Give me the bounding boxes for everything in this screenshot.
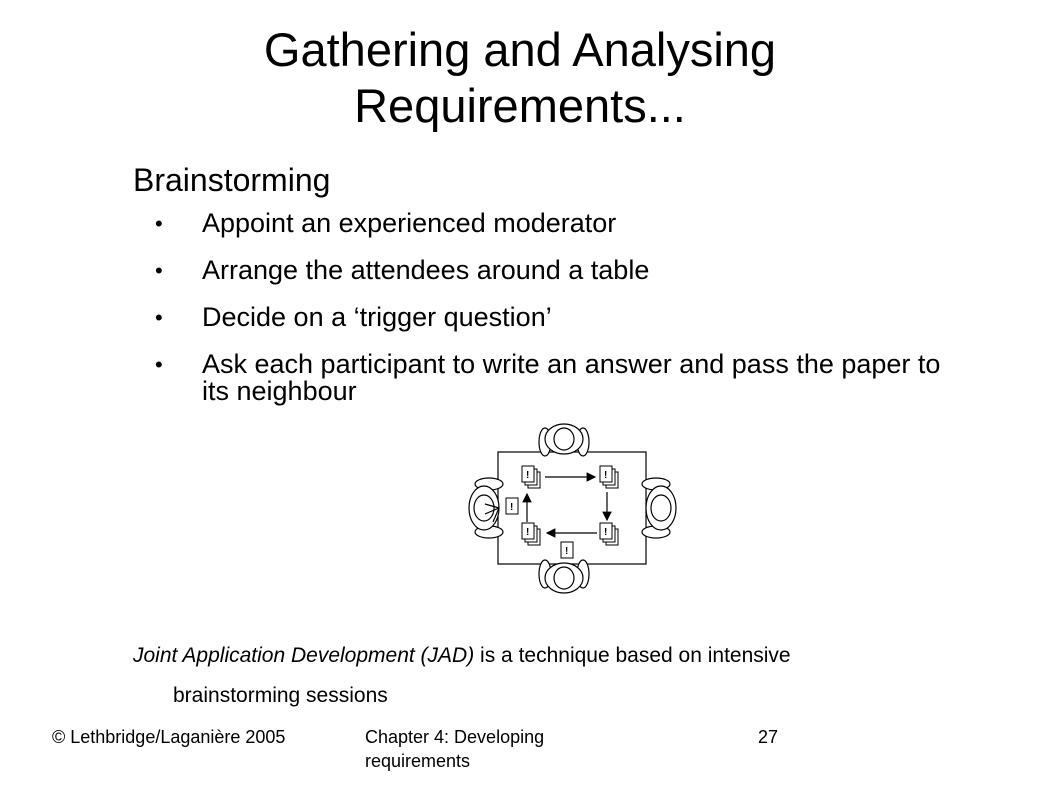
bullet-list bbox=[155, 210, 945, 425]
paper-stack-icon bbox=[561, 542, 573, 558]
bullet-dot: • bbox=[155, 305, 163, 330]
bullet-text: Arrange the attendees around a table bbox=[202, 255, 650, 285]
jad-description-line-2: brainstorming sessions bbox=[173, 684, 388, 707]
slide-subtitle: Brainstorming bbox=[133, 162, 331, 198]
paper-mark: ! bbox=[604, 527, 608, 538]
bullet-item bbox=[155, 210, 945, 237]
person-icon bbox=[539, 560, 589, 593]
person-icon bbox=[642, 478, 676, 538]
jad-term: Joint Application Development (JAD) bbox=[133, 644, 475, 667]
bullet-item bbox=[155, 304, 945, 331]
paper-stack-icon bbox=[600, 466, 618, 488]
bullet-item bbox=[155, 351, 945, 405]
bullet-text: Appoint an experienced moderator bbox=[202, 208, 617, 238]
paper-mark: ! bbox=[565, 546, 569, 557]
person-icon bbox=[539, 424, 589, 456]
jad-description-line-1: is a technique based on intensive bbox=[474, 644, 791, 667]
footer-page-number: 27 bbox=[758, 727, 779, 747]
paper-mark: ! bbox=[526, 470, 530, 481]
slide-title-line-2: Requirements... bbox=[354, 79, 686, 132]
bullet-text: Ask each participant to write an answer and pass the paper to its neighbour bbox=[202, 349, 941, 406]
paper-stack-icon bbox=[522, 466, 540, 488]
paper-mark: ! bbox=[604, 470, 608, 481]
paper-stack-icon bbox=[600, 523, 618, 545]
paper-stack-icon bbox=[506, 498, 518, 514]
slide-title bbox=[0, 22, 1040, 134]
footer-copyright: © Lethbridge/Laganière 2005 bbox=[52, 727, 286, 747]
brainstorming-table-diagram bbox=[465, 422, 680, 600]
bullet-dot: • bbox=[155, 211, 163, 236]
paper-mark: ! bbox=[510, 502, 514, 513]
bullet-dot: • bbox=[155, 352, 163, 377]
slide-title-line-1: Gathering and Analysing bbox=[263, 23, 777, 76]
paper-mark: ! bbox=[526, 527, 530, 538]
paper-stack-icon bbox=[522, 523, 540, 545]
footer-chapter: Chapter 4: Developing requirements bbox=[365, 727, 545, 771]
bullet-text: Decide on a ‘trigger question’ bbox=[202, 302, 552, 332]
bullet-dot: • bbox=[155, 258, 163, 283]
bullet-item bbox=[155, 257, 945, 284]
jad-note bbox=[133, 636, 993, 716]
